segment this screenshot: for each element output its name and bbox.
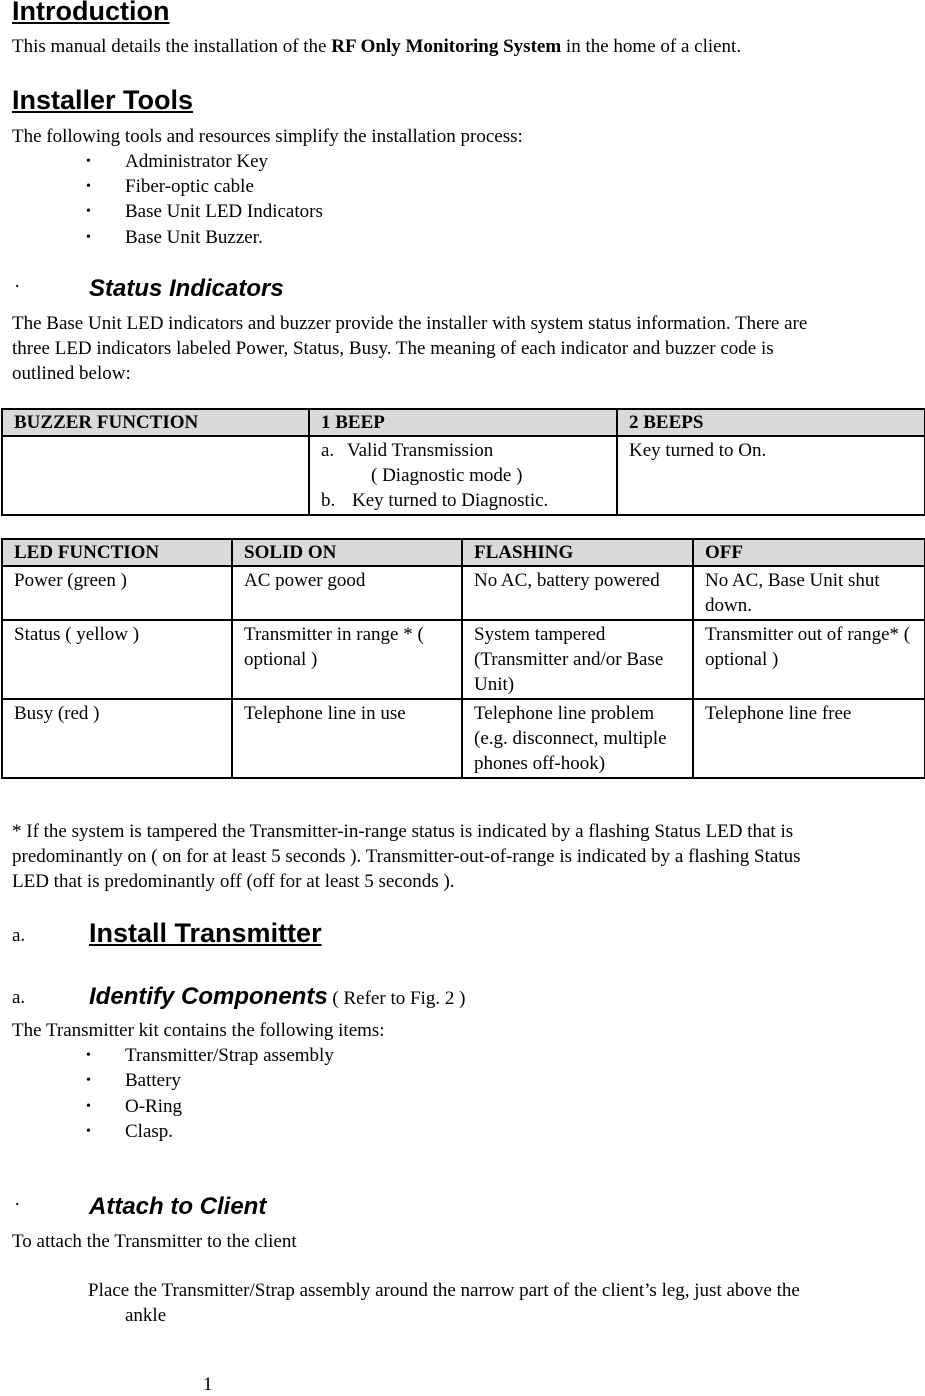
table-cell: No AC, Base Unit shut down. xyxy=(693,566,925,620)
table-row xyxy=(2,566,925,620)
product-name: RF Only Monitoring System xyxy=(331,36,562,57)
header-2-beeps: 2 BEEPS xyxy=(617,409,925,436)
table-row xyxy=(2,699,925,778)
table-cell: Status ( yellow ) xyxy=(2,620,232,699)
beep-item-a-sub: ( Diagnostic mode ) xyxy=(371,465,523,486)
table-cell-empty xyxy=(2,436,309,515)
table-cell: Transmitter out of range* ( optional ) xyxy=(693,620,925,699)
header-buzzer-function: BUZZER FUNCTION xyxy=(2,409,309,436)
bullet-icon: • xyxy=(86,1099,91,1114)
heading-attach-to-client: Attach to Client xyxy=(89,1193,267,1220)
header-off: OFF xyxy=(693,539,925,566)
identify-components-lead: The Transmitter kit contains the following items: xyxy=(12,1020,385,1041)
table-cell-2-beeps: Key turned to On. xyxy=(617,436,925,515)
list-item: O-Ring xyxy=(125,1096,182,1117)
bullet-icon: • xyxy=(86,1124,91,1139)
table-cell: Telephone line free xyxy=(693,699,925,778)
table-cell: Telephone line problem (e.g. disconnect, multiple phones off-hook) xyxy=(462,699,693,778)
bullet-icon: • xyxy=(86,154,91,169)
section-marker: a. xyxy=(12,925,26,946)
buzzer-function-table xyxy=(1,408,925,516)
bullet-icon: • xyxy=(86,1048,91,1063)
bullet-icon: • xyxy=(86,204,91,219)
page-number: 1 xyxy=(203,1374,213,1395)
intro-text: This manual details the installation of the xyxy=(12,36,332,57)
table-row xyxy=(2,620,925,699)
header-1-beep: 1 BEEP xyxy=(309,409,617,436)
header-solid-on: SOLID ON xyxy=(232,539,462,566)
figure-reference: ( Refer to Fig. 2 ) xyxy=(327,988,466,1009)
table-cell: AC power good xyxy=(232,566,462,620)
table-cell: Telephone line in use xyxy=(232,699,462,778)
bullet-icon: • xyxy=(86,230,91,245)
bullet-icon: • xyxy=(86,1073,91,1088)
table-cell-1-beep xyxy=(309,436,617,515)
table-row xyxy=(2,436,925,515)
identify-components-heading-line xyxy=(89,983,465,1011)
section-marker: a. xyxy=(12,987,26,1008)
beep-item-b: b. Key turned to Diagnostic. xyxy=(321,490,549,511)
status-paragraph-line: three LED indicators labeled Power, Status, Busy. The meaning of each indicator and buzzer code is xyxy=(12,338,774,359)
list-item: Transmitter/Strap assembly xyxy=(125,1045,334,1066)
attach-step-line: ankle xyxy=(125,1305,167,1326)
footnote-line: predominantly on ( on for at least 5 seconds ). Transmitter-out-of-range is indicated by a flashing Status xyxy=(12,846,801,867)
tools-list xyxy=(0,149,400,249)
list-item: Battery xyxy=(125,1070,181,1091)
attach-client-lead: To attach the Transmitter to the client xyxy=(12,1231,297,1252)
table-cell: Transmitter in range * ( optional ) xyxy=(232,620,462,699)
table-cell: System tampered (Transmitter and/or Base Unit) xyxy=(462,620,693,699)
status-paragraph-line: outlined below: xyxy=(12,363,131,384)
heading-install-transmitter: Install Transmitter xyxy=(89,918,322,948)
installer-tools-lead: The following tools and resources simplify the installation process: xyxy=(12,126,523,147)
list-item: Fiber-optic cable xyxy=(125,176,254,197)
kit-items-list xyxy=(0,1043,400,1143)
list-item: Administrator Key xyxy=(125,151,269,172)
beep-item-a: a. Valid Transmission xyxy=(321,440,494,461)
intro-paragraph xyxy=(12,34,741,59)
heading-status-indicators: Status Indicators xyxy=(89,275,284,302)
footnote-line: * If the system is tampered the Transmitter-in-range status is indicated by a flashing Status LED that is xyxy=(12,821,794,842)
table-cell: Busy (red ) xyxy=(2,699,232,778)
list-item: Base Unit Buzzer. xyxy=(125,227,263,248)
attach-step-line: Place the Transmitter/Strap assembly around the narrow part of the client’s leg, just above the xyxy=(88,1280,800,1301)
table-header-row xyxy=(2,409,925,436)
led-function-table xyxy=(1,538,925,779)
intro-text-suffix: in the home of a client. xyxy=(561,36,742,57)
table-header-row xyxy=(2,539,925,566)
list-item: Clasp. xyxy=(125,1121,174,1142)
heading-installer-tools: Installer Tools xyxy=(12,85,194,115)
bullet-icon: • xyxy=(86,179,91,194)
heading-identify-components: Identify Components xyxy=(89,983,328,1010)
header-flashing: FLASHING xyxy=(462,539,693,566)
table-cell: No AC, battery powered xyxy=(462,566,693,620)
section-marker: · xyxy=(14,1194,21,1215)
footnote-line: LED that is predominantly off (off for at least 5 seconds ). xyxy=(12,871,455,892)
header-led-function: LED FUNCTION xyxy=(2,539,232,566)
heading-introduction: Introduction xyxy=(12,0,170,26)
status-paragraph-line: The Base Unit LED indicators and buzzer provide the installer with system status information. There are xyxy=(12,313,808,334)
list-item: Base Unit LED Indicators xyxy=(125,201,323,222)
table-cell: Power (green ) xyxy=(2,566,232,620)
section-marker: · xyxy=(14,276,21,297)
